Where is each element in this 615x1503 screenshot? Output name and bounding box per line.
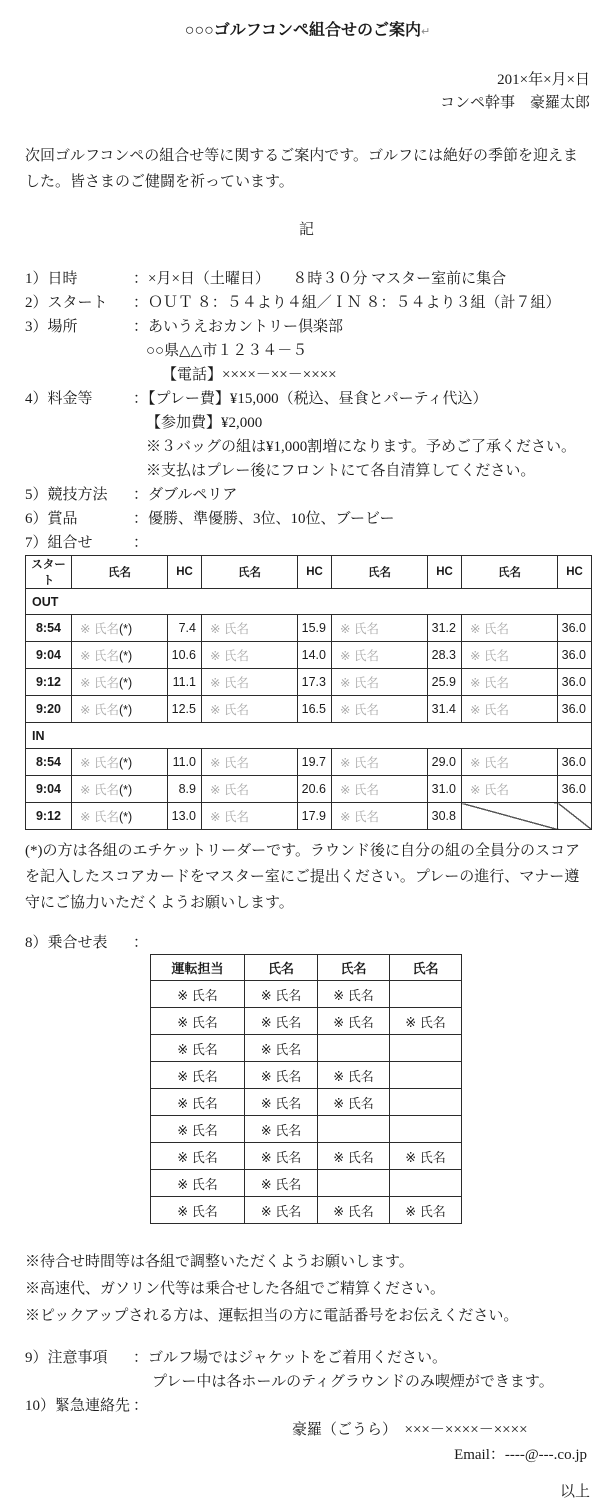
- passenger-cell: ※ 氏名: [318, 981, 390, 1008]
- passenger-cell: ※ 氏名: [390, 1008, 462, 1035]
- start-time-cell: 9:20: [26, 696, 72, 723]
- table-row: [151, 981, 462, 1008]
- table-row: [26, 642, 592, 669]
- item-value: ：優勝、準優勝、3位、10位、ブービー: [133, 511, 395, 527]
- item-label: 10）緊急連絡先: [25, 1398, 131, 1414]
- table-row: [26, 669, 592, 696]
- intro-paragraph: 次回ゴルフコンペの組合せ等に関するご案内です。ゴルフには絶好の季節を迎えました。皆さまのご健闘を祈っています。: [25, 148, 579, 190]
- table-row: [151, 1170, 462, 1197]
- item-value: ：ＯＵＴ ８：５４より４組／ＩＮ ８：５４より３組（計７組）: [133, 295, 561, 311]
- item-value: ：ダブルペリア: [133, 487, 238, 503]
- passenger-cell: [390, 981, 462, 1008]
- passenger-cell: ※ 氏名: [245, 981, 318, 1008]
- col-header-hc: HC: [298, 556, 332, 589]
- passenger-cell: ※ 氏名: [318, 1008, 390, 1035]
- start-time-cell: 8:54: [26, 749, 72, 776]
- item-label: 2）スタート: [25, 295, 108, 311]
- hc-cell: 31.4: [428, 696, 462, 723]
- hc-cell: 16.5: [298, 696, 332, 723]
- table-row: [151, 1008, 462, 1035]
- grouping-table: [25, 555, 592, 830]
- player-name-cell: ※ 氏名: [332, 803, 428, 830]
- table-row: [151, 1035, 462, 1062]
- etiquette-leader-footnote: (*)の方は各組のエチケットリーダーです。ラウンド後に自分の組の全員分のスコアを記入したスコアカードをマスター室にご提出ください。プレーの進行、マナー遵守にご協力いただくようお願いします。: [25, 843, 580, 911]
- passenger-cell: ※ 氏名: [390, 1197, 462, 1224]
- driver-cell: ※ 氏名: [151, 1116, 245, 1143]
- hc-cell: 29.0: [428, 749, 462, 776]
- item-label: 4）料金等: [25, 391, 93, 407]
- hc-cell: 14.0: [298, 642, 332, 669]
- hc-cell: 10.6: [168, 642, 202, 669]
- section-row-in: [26, 723, 592, 749]
- col-header-hc: HC: [558, 556, 592, 589]
- carpool-header-row: [151, 955, 462, 981]
- passenger-cell: [390, 1089, 462, 1116]
- player-name-cell: ※ 氏名: [462, 696, 558, 723]
- player-name-cell: ※ 氏名: [202, 696, 298, 723]
- player-name-cell: ※ 氏名(*): [72, 669, 168, 696]
- crossed-out-name-cell: [462, 803, 558, 830]
- hc-cell: 17.3: [298, 669, 332, 696]
- contact-email: Email：----@---.co.jp: [454, 1447, 587, 1463]
- info-list: [25, 267, 590, 555]
- item-label: 6）賞品: [25, 511, 78, 527]
- item-label: 3）場所: [25, 319, 78, 335]
- place-phone: 【電話】××××－××－××××: [162, 367, 337, 383]
- carpool-notes: [25, 1249, 590, 1330]
- table-row: [151, 1089, 462, 1116]
- list-item-5-method: [25, 483, 590, 507]
- hc-cell: 19.7: [298, 749, 332, 776]
- hc-cell: 36.0: [558, 749, 592, 776]
- player-name-cell: ※ 氏名: [462, 615, 558, 642]
- item-value: ：ゴルフ場ではジャケットをご着用ください。: [133, 1350, 447, 1366]
- player-name-cell: ※ 氏名: [332, 642, 428, 669]
- passenger-cell: ※ 氏名: [245, 1035, 318, 1062]
- col-header-name: 氏名: [318, 955, 390, 981]
- driver-cell: ※ 氏名: [151, 981, 245, 1008]
- col-header-hc: HC: [428, 556, 462, 589]
- item-label: 8）乗合せ表: [25, 935, 108, 951]
- note-line: ※高速代、ガソリン代等は乗合せした各組でご精算ください。: [25, 1281, 446, 1297]
- player-name-cell: ※ 氏名: [332, 669, 428, 696]
- fee-entry: 【参加費】¥2,000: [146, 415, 263, 431]
- table-row: [26, 749, 592, 776]
- item-value: ：あいうえおカントリー倶楽部: [133, 319, 344, 335]
- hc-cell: 20.6: [298, 776, 332, 803]
- passenger-cell: ※ 氏名: [318, 1143, 390, 1170]
- player-name-cell: ※ 氏名: [202, 642, 298, 669]
- driver-cell: ※ 氏名: [151, 1008, 245, 1035]
- player-name-cell: ※ 氏名(*): [72, 696, 168, 723]
- section-row-out: [26, 589, 592, 615]
- paragraph-mark-icon: ↵: [420, 26, 431, 38]
- passenger-cell: [318, 1170, 390, 1197]
- driver-cell: ※ 氏名: [151, 1170, 245, 1197]
- player-name-cell: ※ 氏名: [202, 615, 298, 642]
- col-header-start: スタート: [26, 556, 72, 589]
- list-item-4-fees: [25, 387, 590, 411]
- item-label: 7）組合せ: [25, 535, 93, 551]
- hc-cell: 8.9: [168, 776, 202, 803]
- player-name-cell: ※ 氏名: [332, 776, 428, 803]
- hc-cell: 30.8: [428, 803, 462, 830]
- passenger-cell: ※ 氏名: [318, 1197, 390, 1224]
- passenger-cell: ※ 氏名: [245, 1116, 318, 1143]
- list-item-7-grouping: [25, 531, 590, 555]
- page-title: [25, 20, 590, 43]
- table-row: [151, 1143, 462, 1170]
- passenger-cell: ※ 氏名: [245, 1143, 318, 1170]
- table-row: [151, 1116, 462, 1143]
- driver-cell: ※ 氏名: [151, 1197, 245, 1224]
- item-value: ：: [133, 535, 149, 551]
- passenger-cell: ※ 氏名: [245, 1197, 318, 1224]
- bottom-list: [25, 1346, 590, 1468]
- item-label: 5）競技方法: [25, 487, 108, 503]
- passenger-cell: ※ 氏名: [245, 1062, 318, 1089]
- player-name-cell: ※ 氏名: [462, 776, 558, 803]
- player-name-cell: ※ 氏名: [202, 669, 298, 696]
- table-row: [26, 696, 592, 723]
- page-title-text: ○○○ゴルフコンペ組合せのご案内: [184, 22, 421, 39]
- closing-ijou: 以上: [559, 1484, 590, 1500]
- hc-cell: 36.0: [558, 696, 592, 723]
- etiquette-leader-mark: (*): [118, 649, 133, 663]
- col-header-name: 氏名: [390, 955, 462, 981]
- etiquette-leader-mark: (*): [118, 703, 133, 717]
- player-name-cell: ※ 氏名(*): [72, 803, 168, 830]
- etiquette-leader-mark: (*): [118, 756, 133, 770]
- col-header-hc: HC: [168, 556, 202, 589]
- player-name-cell: ※ 氏名: [462, 642, 558, 669]
- section-label: IN: [26, 723, 592, 749]
- passenger-cell: ※ 氏名: [390, 1143, 462, 1170]
- list-item-10-emergency: [25, 1394, 590, 1418]
- hc-cell: 7.4: [168, 615, 202, 642]
- driver-cell: ※ 氏名: [151, 1062, 245, 1089]
- passenger-cell: ※ 氏名: [318, 1062, 390, 1089]
- col-header-driver: 運転担当: [151, 955, 245, 981]
- item-label: 1）日時: [25, 271, 78, 287]
- player-name-cell: ※ 氏名: [202, 803, 298, 830]
- etiquette-leader-mark: (*): [118, 810, 133, 824]
- col-header-name: 氏名: [332, 556, 428, 589]
- player-name-cell: ※ 氏名: [202, 749, 298, 776]
- item-value: ：×月×日（土曜日） ８時３０分 マスター室前に集合: [133, 271, 507, 287]
- fee-note-2: ※支払はプレー後にフロントにて各自清算してください。: [146, 463, 536, 479]
- player-name-cell: ※ 氏名: [202, 776, 298, 803]
- record-heading: 記: [298, 222, 316, 238]
- hc-cell: 15.9: [298, 615, 332, 642]
- hc-cell: 36.0: [558, 615, 592, 642]
- passenger-cell: [318, 1116, 390, 1143]
- place-address: ○○県△△市１２３４－５: [146, 343, 308, 359]
- hc-cell: 36.0: [558, 776, 592, 803]
- table-row: [26, 776, 592, 803]
- start-time-cell: 8:54: [26, 615, 72, 642]
- carpool-table: [150, 954, 462, 1224]
- player-name-cell: ※ 氏名(*): [72, 642, 168, 669]
- passenger-cell: [318, 1035, 390, 1062]
- crossed-out-hc-cell: [558, 803, 592, 830]
- table-row: [151, 1197, 462, 1224]
- player-name-cell: ※ 氏名: [462, 669, 558, 696]
- col-header-name: 氏名: [72, 556, 168, 589]
- hc-cell: 31.0: [428, 776, 462, 803]
- list-item-2-start: [25, 291, 590, 315]
- table-row: [26, 615, 592, 642]
- passenger-cell: ※ 氏名: [245, 1170, 318, 1197]
- driver-cell: ※ 氏名: [151, 1035, 245, 1062]
- hc-cell: 11.0: [168, 749, 202, 776]
- col-header-name: 氏名: [462, 556, 558, 589]
- precaution-smoking: プレー中は各ホールのティグラウンドのみ喫煙ができます。: [152, 1374, 554, 1390]
- passenger-cell: [390, 1116, 462, 1143]
- note-line: ※ピックアップされる方は、運転担当の方に電話番号をお伝えください。: [25, 1308, 519, 1324]
- hc-cell: 17.9: [298, 803, 332, 830]
- player-name-cell: ※ 氏名(*): [72, 615, 168, 642]
- passenger-cell: ※ 氏名: [318, 1089, 390, 1116]
- hc-cell: 25.9: [428, 669, 462, 696]
- note-line: ※待合せ時間等は各組で調整いただくようお願いします。: [25, 1254, 414, 1270]
- list-item-1-datetime: [25, 267, 590, 291]
- driver-cell: ※ 氏名: [151, 1143, 245, 1170]
- player-name-cell: ※ 氏名: [462, 749, 558, 776]
- passenger-cell: [390, 1062, 462, 1089]
- player-name-cell: ※ 氏名(*): [72, 749, 168, 776]
- col-header-name: 氏名: [202, 556, 298, 589]
- table-row: [151, 1062, 462, 1089]
- hc-cell: 12.5: [168, 696, 202, 723]
- passenger-cell: [390, 1035, 462, 1062]
- table-row: [26, 803, 592, 830]
- player-name-cell: ※ 氏名: [332, 749, 428, 776]
- grouping-header-row: [26, 556, 592, 589]
- etiquette-leader-mark: (*): [118, 676, 133, 690]
- fee-note-1: ※３バッグの組は¥1,000割増になります。予めご了承ください。: [146, 439, 577, 455]
- list-item-9-precautions: [25, 1346, 590, 1370]
- hc-cell: 11.1: [168, 669, 202, 696]
- hc-cell: 28.3: [428, 642, 462, 669]
- hc-cell: 13.0: [168, 803, 202, 830]
- etiquette-leader-mark: (*): [118, 783, 133, 797]
- start-time-cell: 9:12: [26, 803, 72, 830]
- player-name-cell: ※ 氏名: [332, 696, 428, 723]
- list-item-6-prizes: [25, 507, 590, 531]
- player-name-cell: ※ 氏名: [332, 615, 428, 642]
- hc-cell: 36.0: [558, 669, 592, 696]
- list-item-8-carpool: [25, 932, 590, 954]
- item-value: ：: [133, 1398, 149, 1414]
- section-label: OUT: [26, 589, 592, 615]
- date-line: 201×年×月×日: [497, 72, 590, 88]
- player-name-cell: ※ 氏名(*): [72, 776, 168, 803]
- start-time-cell: 9:04: [26, 776, 72, 803]
- hc-cell: 31.2: [428, 615, 462, 642]
- organizer-line: コンペ幹事 豪羅太郎: [439, 95, 590, 111]
- driver-cell: ※ 氏名: [151, 1089, 245, 1116]
- passenger-cell: [390, 1170, 462, 1197]
- start-time-cell: 9:04: [26, 642, 72, 669]
- start-time-cell: 9:12: [26, 669, 72, 696]
- list-item-3-place: [25, 315, 590, 339]
- contact-name-phone: 豪羅（ごうら） ×××－××××－××××: [292, 1422, 528, 1438]
- col-header-name: 氏名: [245, 955, 318, 981]
- passenger-cell: ※ 氏名: [245, 1008, 318, 1035]
- passenger-cell: ※ 氏名: [245, 1089, 318, 1116]
- item-label: 9）注意事項: [25, 1350, 108, 1366]
- etiquette-leader-mark: (*): [118, 622, 133, 636]
- header-block: [25, 69, 590, 115]
- item-value: ：【プレー費】¥15,000（税込、昼食とパーティ代込）: [133, 391, 488, 407]
- hc-cell: 36.0: [558, 642, 592, 669]
- item-value: ：: [133, 935, 149, 951]
